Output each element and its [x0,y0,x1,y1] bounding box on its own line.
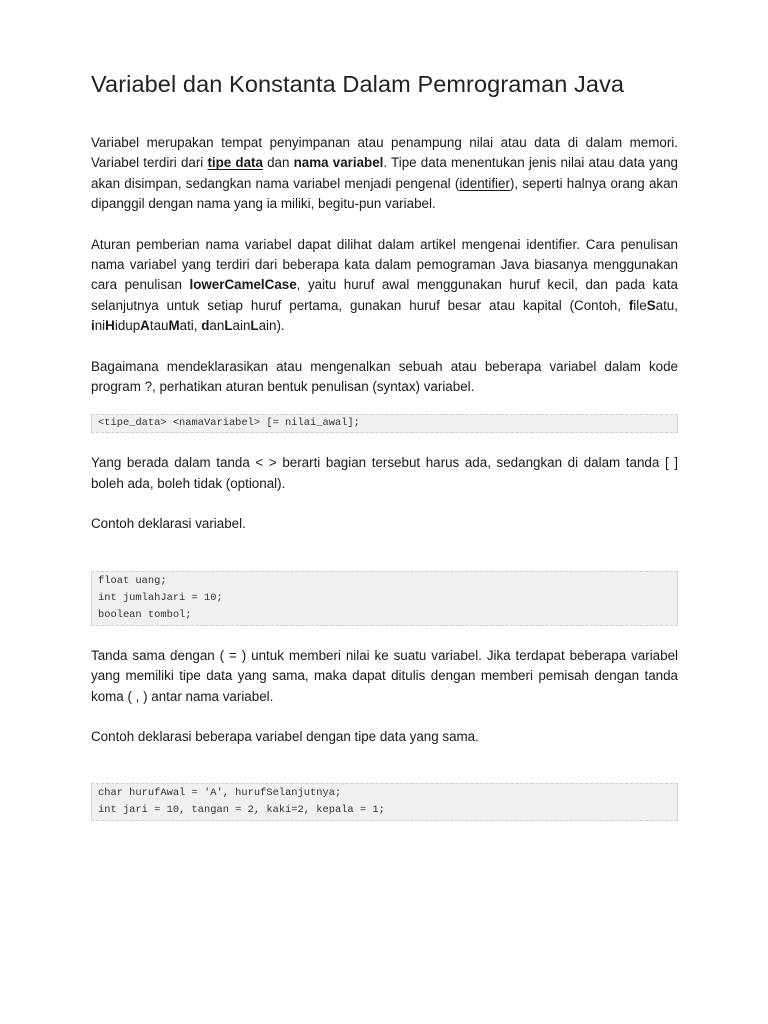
code-line: int jumlahJari = 10; [98,591,223,604]
text-span: ain [258,318,277,334]
bold-letter: L [250,318,259,334]
text-span: dan [262,155,294,171]
text-span: ati [179,318,194,334]
text-span: idup [114,318,141,334]
text-span: , [193,318,202,334]
code-block-example-declaration [91,571,678,626]
bold-letter: d [201,318,210,334]
paragraph-declaration-intro: Bagaimana mendeklarasikan atau mengenalkan sebuah atau beberapa variabel dalam kode program ?, perhatikan aturan bentuk penulisan (syntax) variabel. [91,358,678,395]
bold-letter: L [224,318,233,334]
bold-letter: H [105,318,115,334]
text-span: ni [94,318,106,334]
text-span: Variabel merupakan tempat penyimpanan atau penampung nilai atau data di dalam memori. Variabel terdiri dari [91,135,678,171]
text-span: ), seperti halnya orang akan dipanggil dengan nama yang ia miliki, begitu-pun variabel. [91,175,678,212]
paragraph-assignment-explanation: Tanda sama dengan ( = ) untuk memberi nilai ke suatu variabel. Jika terdapat beberapa variabel yang memiliki tipe data yang sama, maka dapat ditulis dengan memberi pemisah dengan tanda koma ( , ) antar nama variabel. [91,647,678,704]
page-title: Variabel dan Konstanta Dalam Pemrograman Java [91,71,625,97]
paragraph-brackets-explanation: Yang berada dalam tanda < > berarti bagian tersebut harus ada, sedangkan di dalam tanda [ ] boleh ada, boleh tidak (optional). [91,455,678,491]
paragraph-variable-definition [91,133,678,215]
text-span: ile [633,297,647,313]
code-line: boolean tombol; [98,608,192,621]
text-span: atu [655,297,675,313]
text-span: , [674,297,678,313]
code-line: float uang; [98,574,167,587]
paragraph-multi-example-label: Contoh deklarasi beberapa variabel dengan tipe data yang sama. [91,728,479,744]
code-line: int jari = 10, tangan = 2, kaki=2, kepala = 1; [98,804,385,817]
code-block-multi-declaration [91,783,678,821]
bold-term: nama variabel [293,155,384,171]
code-line: char hurufAwal = 'A', hurufSelanjutnya; [98,787,342,800]
bold-letter: S [646,297,656,313]
document-page [91,62,678,821]
text-span: ain [232,318,251,334]
bold-letter: i [91,318,95,334]
bold-letter: f [628,297,634,313]
paragraph-example-label: Contoh deklarasi variabel. [91,516,246,532]
text-span: Aturan pemberian nama variabel dapat dilihat dalam artikel mengenai identifier. Cara penulisan nama variabel yang terdiri dari beberapa kata dalam pemograman Java biasanya menggunakan cara penulisan [91,236,678,293]
text-span: tau [149,318,169,334]
code-block-syntax [91,414,678,433]
text-span: ). [276,318,285,334]
text-span: . Tipe data menentukan jenis nilai atau data yang akan disimpan, sedangkan nama variabel menjadi pengenal ( [91,155,678,191]
paragraph-naming-rules [91,235,678,337]
tipe-data-link[interactable] [207,155,263,170]
identifier-link[interactable]: identifier [459,175,510,191]
text-span: an [209,318,225,334]
code-line: <tipe_data> <namaVariabel> [= nilai_awal]; [98,417,360,430]
bold-letter: A [140,318,150,334]
bold-letter: M [168,318,180,334]
text-span: , yaitu huruf awal menggunakan huruf kecil, dan pada kata selanjutnya untuk setiap huruf pertama, gunakan huruf besar atau kapital (Contoh, [91,277,678,313]
bold-term: lowerCamelCase [189,277,297,293]
tipe-data-link-text[interactable]: tipe data [207,155,263,171]
